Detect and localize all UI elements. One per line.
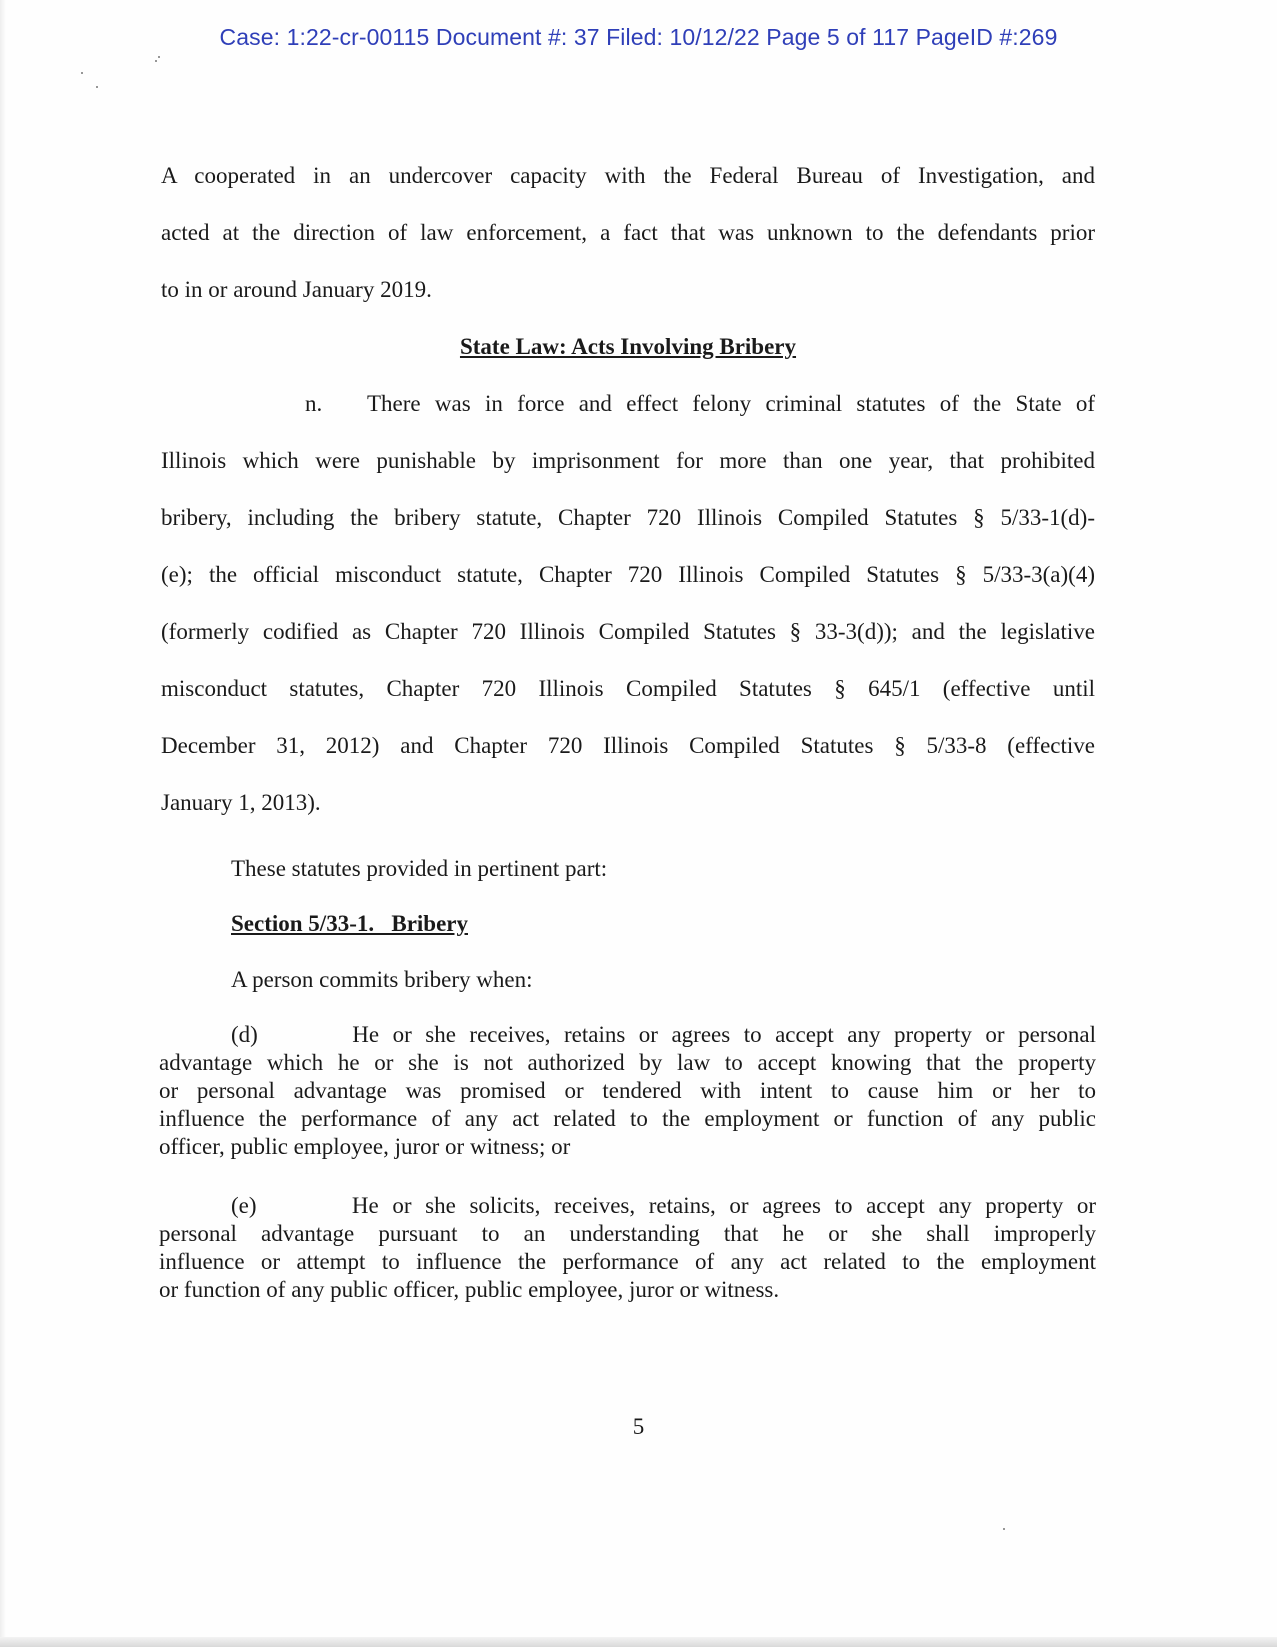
page-number: 5 [632,1414,645,1439]
text-line: personal advantage pursuant to an understanding that he or she shall improperly [159,1221,1096,1246]
section-heading: Section 5/33-1. Bribery [231,911,468,936]
text-line: influence or attempt to influence the performance of any act related to the employment [159,1249,1096,1274]
text-line: or function of any public officer, public employee, juror or witness. [159,1277,780,1302]
text-line: to in or around January 2019. [161,277,432,302]
scan-speck [1003,1528,1005,1530]
text-line: December 31, 2012) and Chapter 720 Illinois Compiled Statutes § 5/33-8 (effective [161,733,1095,758]
text-line: officer, public employee, juror or witness; or [159,1134,571,1159]
text-segment: There was in force and effect felony criminal statutes of the State of [367,391,1095,416]
text-line: bribery, including the bribery statute, Chapter 720 Illinois Compiled Statutes § 5/33-1(d)- [161,505,1095,530]
text-line: Illinois which were punishable by imprisonment for more than one year, that prohibited [161,448,1095,473]
state-law-heading: State Law: Acts Involving Bribery [459,334,797,359]
text-line: (e) He or she solicits, receives, retains, or agrees to accept any property or [231,1193,1096,1218]
scan-speck [96,86,98,88]
text-line: influence the performance of any act related to the employment or function of any public [159,1106,1096,1131]
scan-bottom-edge [0,1637,1277,1647]
text-line: (formerly codified as Chapter 720 Illinois Compiled Statutes § 33-3(d)); and the legislative [161,619,1095,644]
text-line: advantage which he or she is not authorized by law to accept knowing that the property [159,1050,1096,1075]
scan-left-edge [0,0,6,1647]
text-line: acted at the direction of law enforcement, a fact that was unknown to the defendants prior [161,220,1095,245]
text-line: misconduct statutes, Chapter 720 Illinois Compiled Statutes § 645/1 (effective until [161,676,1095,701]
scan-speck [81,72,83,74]
case-header-stamp: Case: 1:22-cr-00115 Document #: 37 Filed: 10/12/22 Page 5 of 117 PageID #:269 [219,24,1058,50]
scan-speck [158,56,160,58]
text-line: A person commits bribery when: [231,967,533,992]
scan-speck [155,60,157,62]
text-line: or personal advantage was promised or tendered with intent to cause him or her to [159,1078,1096,1103]
paragraph-label: n. [305,391,323,416]
text-line: January 1, 2013). [161,790,321,815]
text-line: (d) He or she receives, retains or agrees to accept any property or personal [231,1022,1096,1047]
text-line: A cooperated in an undercover capacity with the Federal Bureau of Investigation, and [161,163,1095,188]
text-line: These statutes provided in pertinent part: [231,856,608,881]
text-line: (e); the official misconduct statute, Chapter 720 Illinois Compiled Statutes § 5/33-3(a)(4) [161,562,1095,587]
